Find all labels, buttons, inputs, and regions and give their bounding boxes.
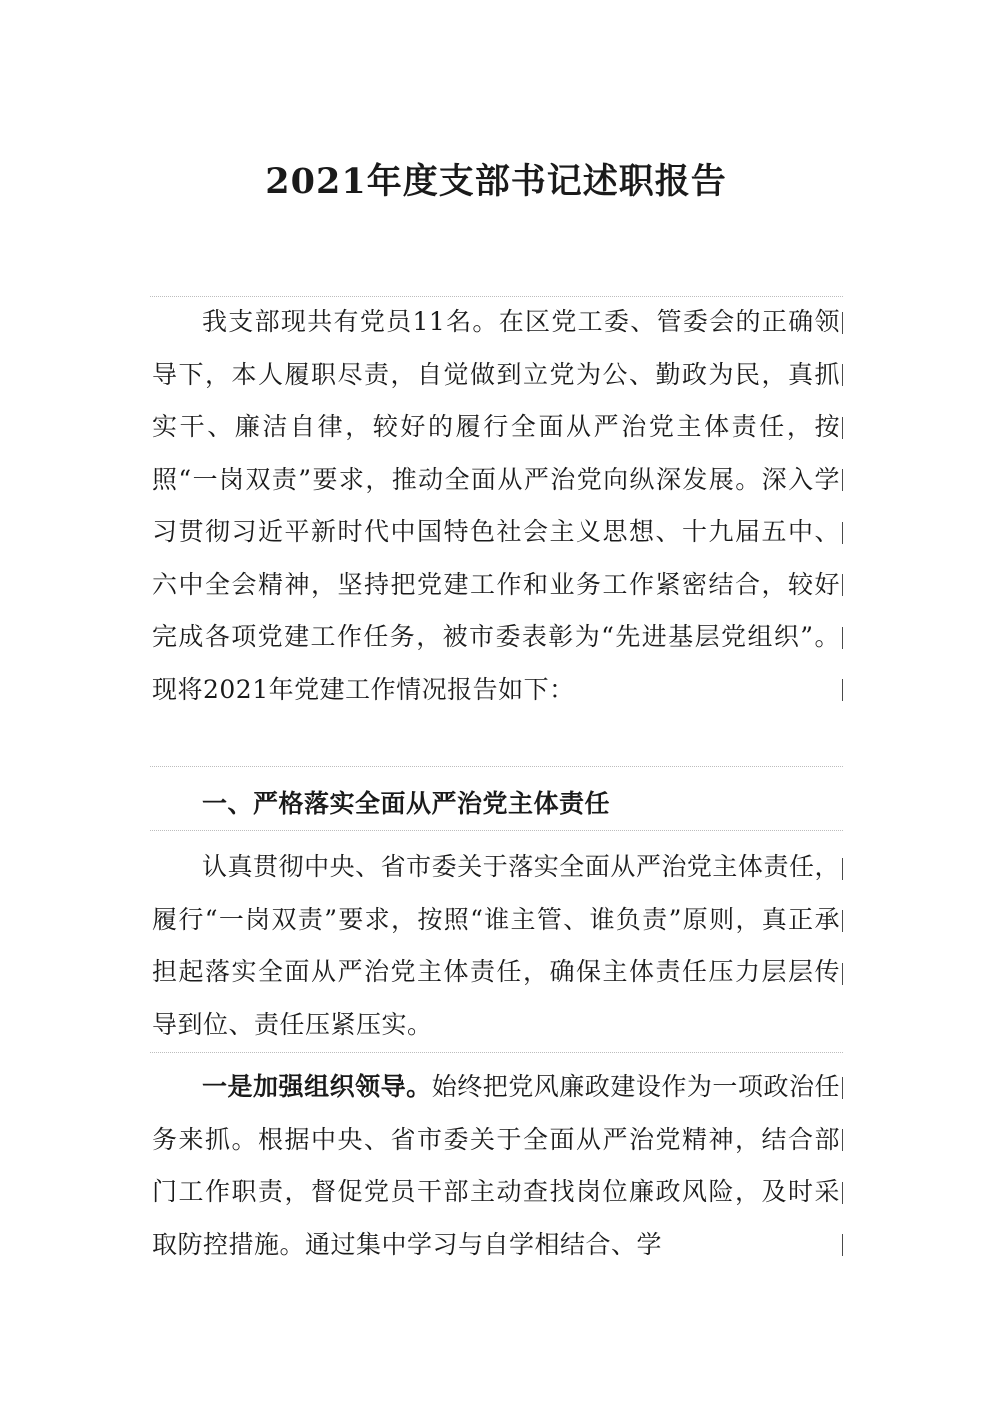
text-boundary-mark: [842, 574, 843, 596]
text-boundary-mark: [842, 910, 843, 932]
text-boundary-mark: [842, 469, 843, 491]
text-boundary-mark: [842, 963, 843, 985]
text-boundary-mark: [842, 522, 843, 544]
intro-paragraph: 我支部现共有党员11名。在区党工委、管委会的正确领导下，本人履职尽责，自觉做到立党为公、勤政为民，真抓实干、廉洁自律，较好的履行全面从严治党主体责任，按照“一岗双责”要求，推动全面从严治党向纵深发展。深入学习贯彻习近平新时代中国特色社会主义思想、十九届五中、六中全会精神，坚持把党建工作和业务工作紧密结合，较好完成各项党建工作任务，被市委表彰为“先进基层党组织”。现将2021年党建工作情况报告如下：: [152, 307, 840, 704]
point-body-text: 始终把党风廉政建设作为一项政治任务来抓。根据中央、省市委关于全面从严治党精神，结合部门工作职责，督促党员干部主动查找岗位廉政风险，及时采取防控措施。通过集中学习与自学相结合、学: [152, 1072, 840, 1259]
paragraph-separator: [150, 1052, 843, 1053]
paragraph-separator: [150, 766, 843, 767]
text-boundary-mark: [842, 417, 843, 439]
section-heading-1: 一、严格落实全面从严治党主体责任: [202, 789, 611, 818]
text-boundary-mark: [842, 312, 843, 334]
text-boundary-mark: [842, 858, 843, 880]
text-boundary-mark: [842, 1077, 843, 1099]
section-1-paragraph: 认真贯彻中央、省市委关于落实全面从严治党主体责任，履行“一岗双责”要求，按照“谁主管、谁负责”原则，真正承担起落实全面从严治党主体责任，确保主体责任压力层层传导到位、责任压紧压实。: [152, 852, 840, 1039]
text-boundary-mark: [842, 627, 843, 649]
text-boundary-mark: [842, 364, 843, 386]
text-boundary-mark: [842, 1129, 843, 1151]
text-boundary-mark: [842, 1182, 843, 1204]
document-title: 2021年度支部书记述职报告: [265, 161, 727, 202]
paragraph-separator: [150, 830, 843, 831]
point-lead-text: 一是加强组织领导。: [202, 1072, 432, 1101]
section-1-point-1-paragraph: [152, 1061, 840, 1271]
text-boundary-mark: [842, 1234, 843, 1256]
text-boundary-mark: [842, 679, 843, 701]
